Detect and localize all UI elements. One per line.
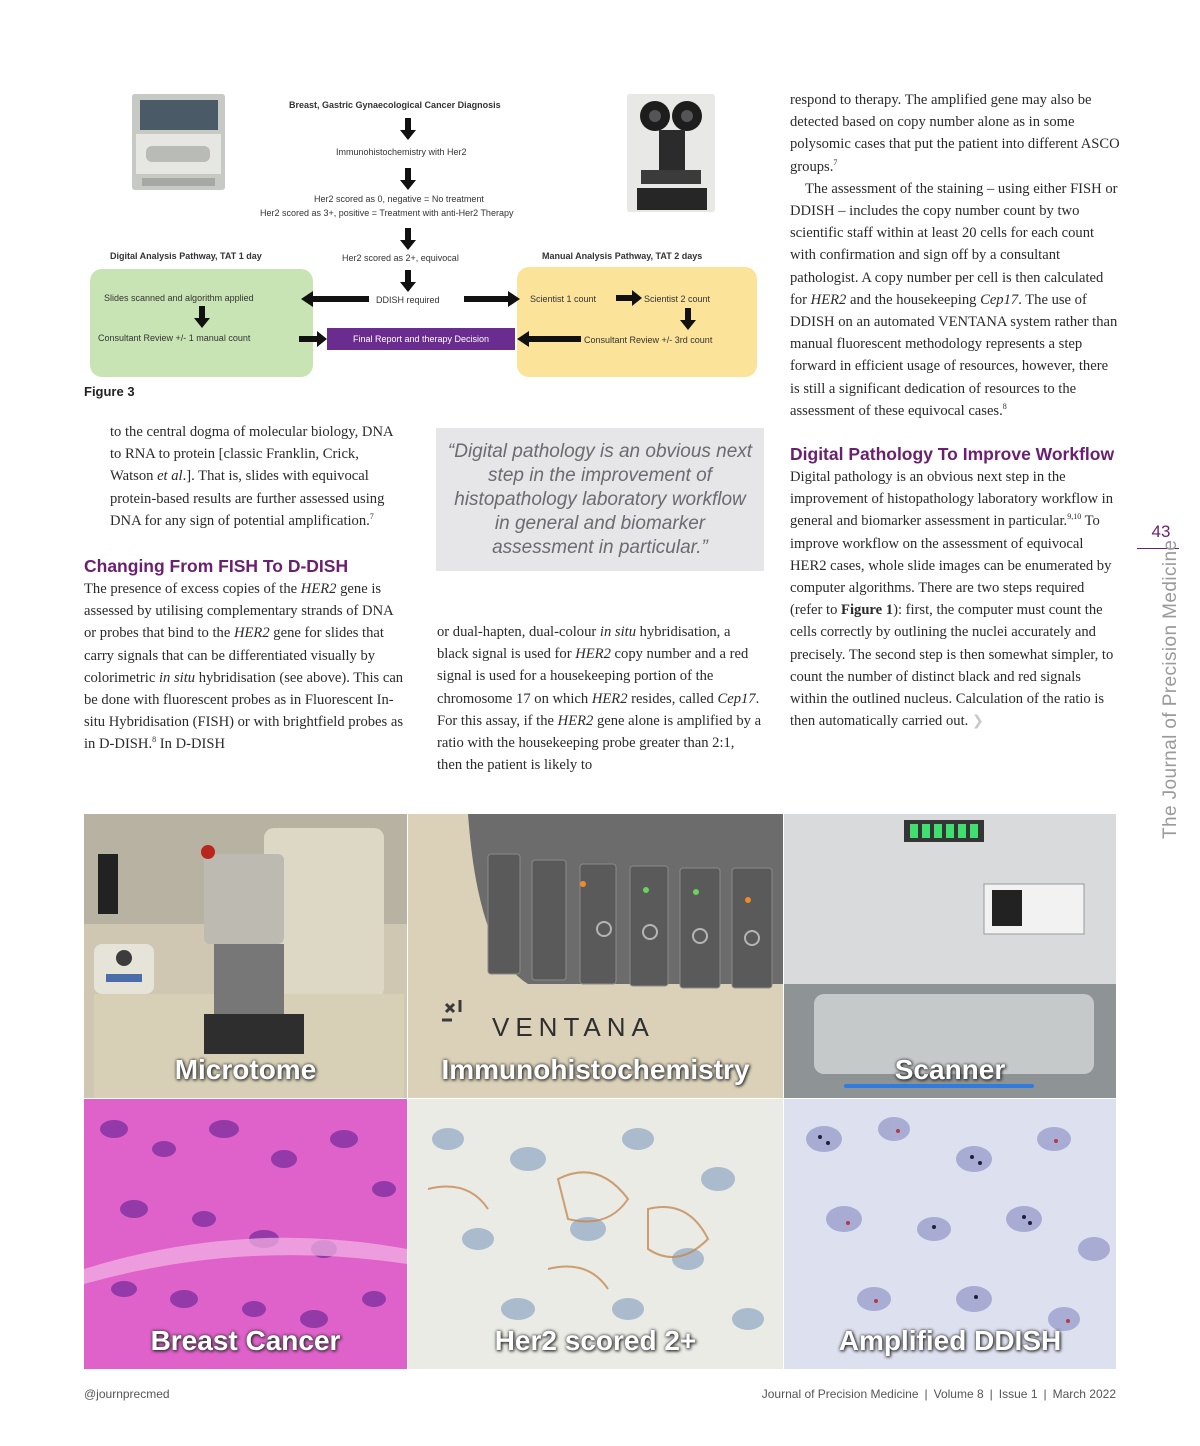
breast-cancer-photo [84,1099,407,1369]
figure-caption: Figure 3 [84,384,135,399]
ref-marker: 8 [152,735,157,745]
final-report-label: Final Report and therapy Decision [352,334,490,344]
footer-separator: | [989,1387,993,1401]
ihc-photo [408,814,783,1098]
chevron-right-icon: ❯ [971,713,984,730]
footer-citation [762,1387,1116,1401]
footer-issue: Issue 1 [998,1387,1038,1401]
right-arrow-icon [464,291,520,307]
footer-separator: | [924,1387,928,1401]
left-arrow-icon [301,291,369,307]
down-arrow-icon [400,168,416,190]
digital-step-scan: Slides scanned and algorithm applied [104,293,254,303]
flow-step-ihc: Immunohistochemistry with Her2 [336,147,467,157]
digital-step-review: Consultant Review +/- 1 manual count [98,333,251,343]
footer-journal: Journal of Precision Medicine [761,1387,919,1401]
ddish-photo [784,1099,1116,1369]
section-heading: Digital Pathology To Improve Workflow [790,444,1115,465]
col1-intro: to the central dogma of molecular biology, DNA to RNA to protein [classic Franklin, Crick, Watson et al.]. That is, slides with equivocal protein-based results are further assessed using DNA for any sign of potential amplification.$^7$ [110,424,393,529]
microtome-photo [84,814,407,1098]
left-arrow-icon [517,331,581,347]
column-1 [84,421,404,756]
section-heading: Changing From FISH To D-DISH [84,556,349,577]
down-arrow-icon [400,270,416,292]
right-arrow-icon [616,290,642,306]
column-2 [437,621,762,776]
col3-para3c: ): first, the computer must count the cells correctly by outlining the nuclei accurately and precisely. The second step is then somewhat simpler, to count the number of distinct black and red signals within the outlined nucleus. Calculation of the ratio is then automatically carried out. [790,602,1114,730]
col1-tail: In D-DISH [156,736,226,753]
ddish-caption: Amplified DDISH [838,1325,1062,1356]
footer-handle: @journprecmed [84,1387,170,1401]
ref-marker: 8 [1002,401,1007,411]
flow-step-equivocal: Her2 scored as 2+, equivocal [342,253,459,263]
col3-para3b: To improve workflow on the assessment of equivocal HER2 cases, whole slide images can be enumerated by computer algorithms. There are two steps required (refer to [790,513,1112,619]
manual-pathway-title: Manual Analysis Pathway, TAT 2 days [542,251,703,261]
right-arrow-icon [299,331,327,347]
scanner-caption: Scanner [894,1054,1006,1085]
pull-quote: “Digital pathology is an obvious next step in the improvement of histopathology laboratory workflow in general and biomarker assessment in particular.” [436,428,764,571]
down-arrow-icon [194,306,210,328]
down-arrow-icon [680,308,696,330]
manual-pathway-box [517,267,757,377]
manual-step-scientist2: Scientist 2 count [644,294,711,304]
instrument-photo [132,94,225,190]
footer-volume: Volume 8 [933,1387,984,1401]
manual-step-scientist1: Scientist 1 count [530,294,597,304]
final-report-box [327,328,515,350]
down-arrow-icon [400,118,416,140]
breast-cancer-caption: Breast Cancer [150,1325,341,1356]
ventana-logo-text: VENTANA [492,1012,655,1042]
footer-date: March 2022 [1052,1387,1116,1401]
her2-caption: Her2 scored 2+ [494,1325,697,1356]
page-number: 43 [1151,522,1171,541]
photo-grid [84,814,1116,1369]
down-arrow-icon [400,228,416,250]
column-3 [790,89,1120,732]
ihc-caption: Immunohistochemistry [441,1054,750,1085]
footer-separator: | [1043,1387,1047,1401]
ref-marker: 9,10 [1067,512,1082,522]
journal-name-vertical: The Journal of Precision Medicine [1160,539,1181,839]
col1-body: The presence of excess copies of the HER2 gene is assessed by utilising complementary strands of DNA or probes that bind to the HER2 gene for slides that carry signals that can be differentiated visually by colorimetric in situ hybridisation (see above). This can be done with fluorescent probes as in Fluorescent In-situ Hybridisation (FISH) or with brightfield probes as in D-DISH.$^8$ In D-DISH [84,581,404,753]
manual-step-review: Consultant Review +/- 3rd count [584,335,713,345]
digital-pathway-title: Digital Analysis Pathway, TAT 1 day [110,251,262,261]
flow-step-negative: Her2 scored as 0, negative = No treatment [314,194,484,204]
flow-step-positive: Her2 scored as 3+, positive = Treatment with anti-Her2 Therapy [260,208,514,218]
flow-center-ddish: DDISH required [376,295,440,305]
figure-ref: Figure 1 [841,602,894,619]
figure-3-flowchart [84,84,774,384]
ref-marker: 7 [369,511,374,521]
flow-step-diagnosis: Breast, Gastric Gynaecological Cancer Diagnosis [289,100,501,110]
col3-para1: respond to therapy. The amplified gene may also be detected based on copy number alone as in some polysomic cases that put the patient into different ASCO groups.$^7$ [790,92,1120,175]
her2-photo [408,1099,783,1369]
microscope-photo [627,94,715,212]
col3-para2: The assessment of the staining – using either FISH or DDISH – includes the copy number count by two scientific staff within at least 20 cells for each count with confirmation and sign off by a consultant pathologist. A copy number per cell is then calculated for HER2 and the housekeeping Cep17. The use of DDISH on an automated VENTANA system rather than manual fluorescent methodology represents a step forward in efficient usage of resources, however, there is still a significant dedication of resources to the assessment of these equivocal cases.$^8$ [790,180,1118,419]
scanner-photo [784,814,1116,1098]
col2-body: or dual-hapten, dual-colour in situ hybridisation, a black signal is used for HER2 copy number and a red signal is used for a housekeeping portion of the chromosome 17 on which HER2 resides, called Cep17. For this assay, if the HER2 gene alone is amplified by a ratio with the housekeeping probe greater than 2:1, then the patient is likely to [437,624,762,774]
col3-para3: Digital pathology is an obvious next step in the improvement of histopathology laboratory workflow in general and biomarker assessment in particular.$^{9,10}$ To improve workflow on the assessment of equivocal HER2 cases, whole slide images can be enumerated by computer algorithms. There are two steps required (refer to Figure 1): first, the computer must count the cells correctly by outlining the nuclei accurately and precisely. The second step is then somewhat simpler, to count the number of distinct black and red signals within the outlined nucleus. Calculation of the ratio is then automatically carried out. ❯ [790,469,1114,730]
ref-marker: 7 [833,157,838,167]
microtome-caption: Microtome [174,1054,317,1085]
